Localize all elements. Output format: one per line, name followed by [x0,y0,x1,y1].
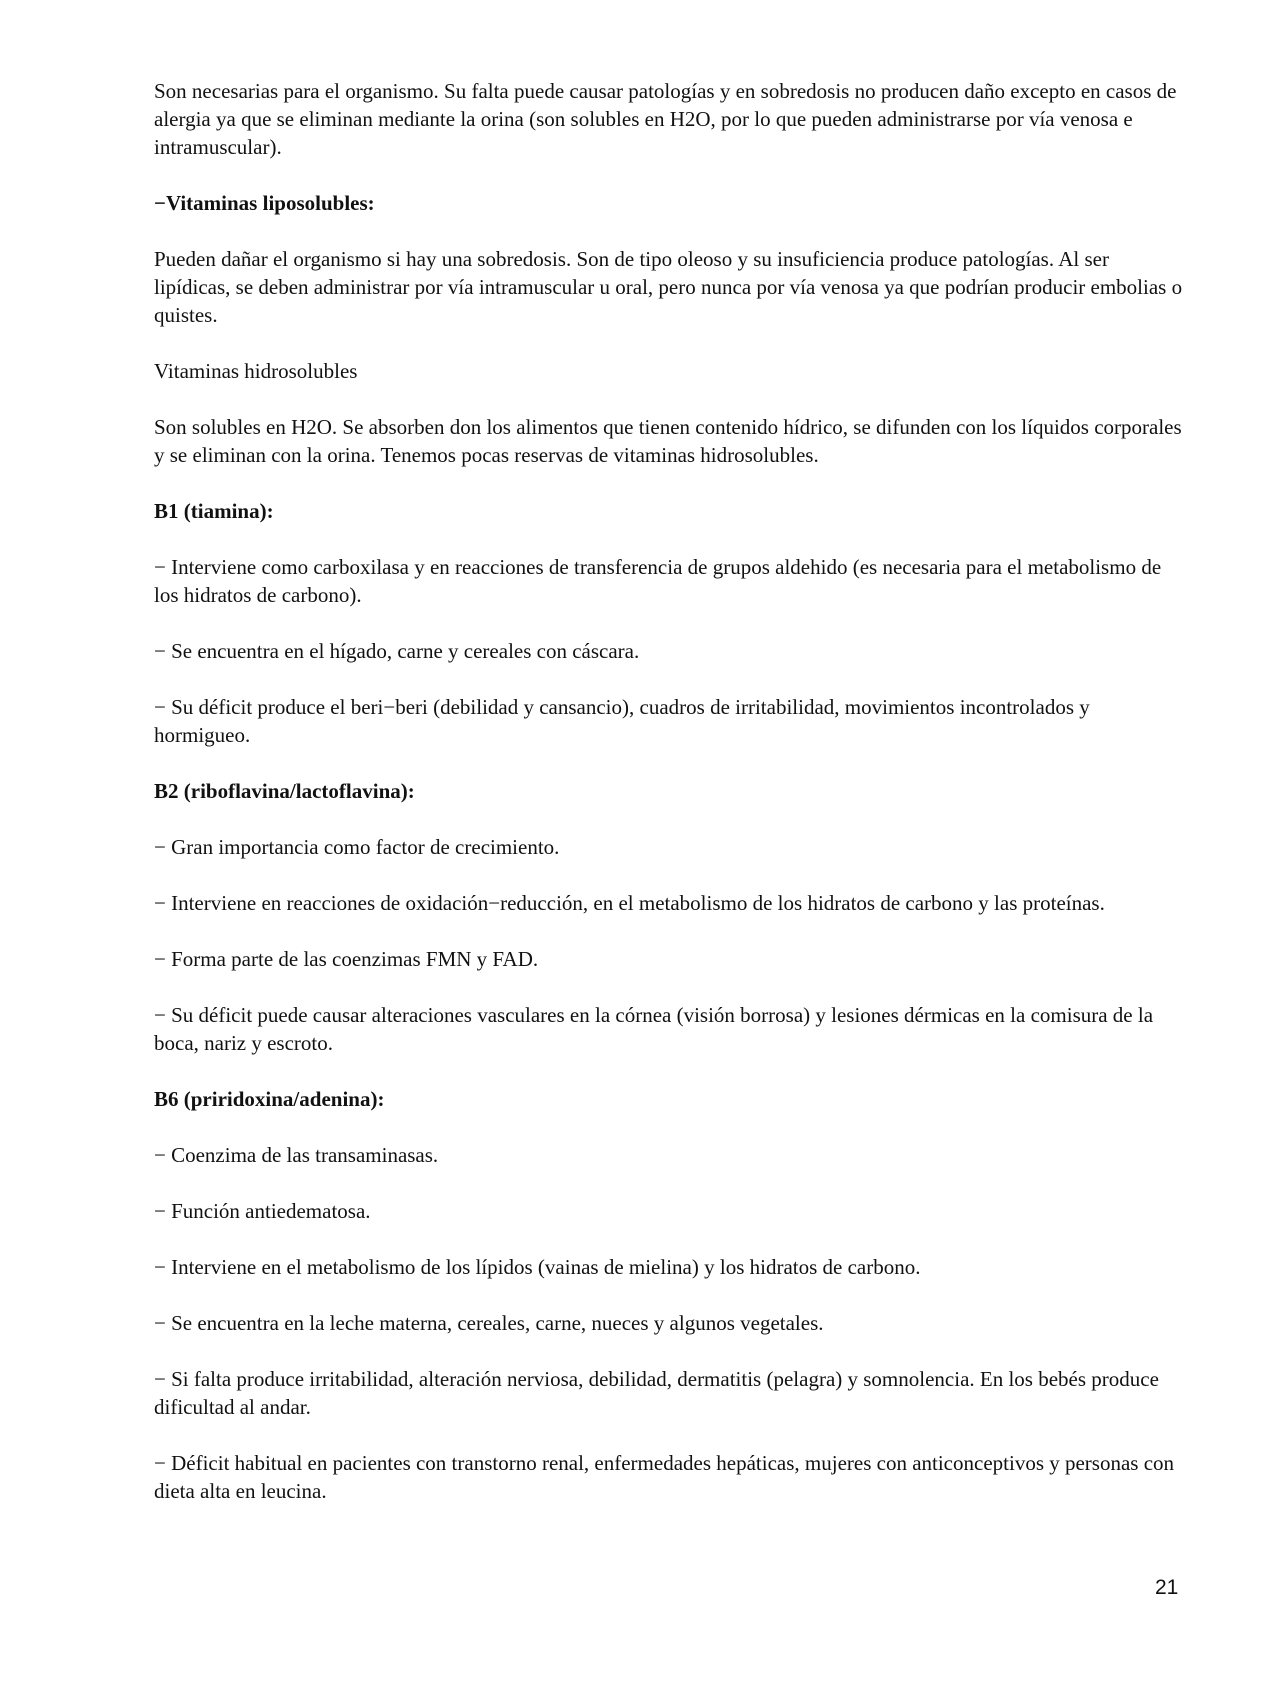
list-item-b6-antiedema: − Función antiedematosa. [154,1199,371,1223]
list-item-b6-lack: − Si falta produce irritabilidad, alteración nerviosa, debilidad, dermatitis (pelagra) y somnolencia. En los bebés produce dificultad al andar. [154,1367,1159,1419]
list-item-b1-sources: − Se encuentra en el hígado, carne y cereales con cáscara. [154,639,640,663]
page-number: 21 [1155,1576,1179,1599]
paragraph-intro: Son necesarias para el organismo. Su falta puede causar patologías y en sobredosis no producen daño excepto en casos de alergia ya que se eliminan mediante la orina (son solubles en H2O, por lo que pueden administrarse por vía venosa e intramuscular). [154,79,1177,159]
document-page [154,77,1189,1533]
list-item-b2-growth: − Gran importancia como factor de crecimiento. [154,835,560,859]
list-item-b2-deficit: − Su déficit puede causar alteraciones vasculares en la córnea (visión borrosa) y lesiones dérmicas en la comisura de la boca, nariz y escroto. [154,1003,1154,1055]
heading-b6: B6 (priridoxina/adenina): [154,1087,385,1111]
heading-b1: B1 (tiamina): [154,499,274,523]
list-item-b1-function: − Interviene como carboxilasa y en reacciones de transferencia de grupos aldehido (es necesaria para el metabolismo de los hidratos de carbono). [154,555,1162,607]
list-item-b2-coenzymes: − Forma parte de las coenzimas FMN y FAD. [154,947,539,971]
list-item-b6-sources: − Se encuentra en la leche materna, cereales, carne, nueces y algunos vegetales. [154,1311,824,1335]
paragraph-hidrosolubles: Son solubles en H2O. Se absorben don los alimentos que tienen contenido hídrico, se difunden con los líquidos corporales y se eliminan con la orina. Tenemos pocas reservas de vitaminas hidrosolubles. [154,415,1182,467]
list-item-b6-coenzyme: − Coenzima de las transaminasas. [154,1143,439,1167]
list-item-b6-deficit: − Déficit habitual en pacientes con transtorno renal, enfermedades hepáticas, mujeres con anticonceptivos y personas con dieta alta en leucina. [154,1451,1175,1503]
list-item-b2-redox: − Interviene en reacciones de oxidación−reducción, en el metabolismo de los hidratos de carbono y las proteínas. [154,891,1105,915]
list-item-b6-metabolism: − Interviene en el metabolismo de los lípidos (vainas de mielina) y los hidratos de carbono. [154,1255,921,1279]
list-item-b1-deficit: − Su déficit produce el beri−beri (debilidad y cansancio), cuadros de irritabilidad, movimientos incontrolados y hormigueo. [154,695,1090,747]
heading-hidrosolubles: Vitaminas hidrosolubles [154,359,358,383]
heading-liposolubles: −Vitaminas liposolubles: [154,191,375,215]
paragraph-liposolubles: Pueden dañar el organismo si hay una sobredosis. Son de tipo oleoso y su insuficiencia produce patologías. Al ser lipídicas, se deben administrar por vía intramuscular u oral, pero nunca por vía venosa ya que podrían producir embolias o quistes. [154,247,1183,327]
heading-b2: B2 (riboflavina/lactoflavina): [154,779,415,803]
